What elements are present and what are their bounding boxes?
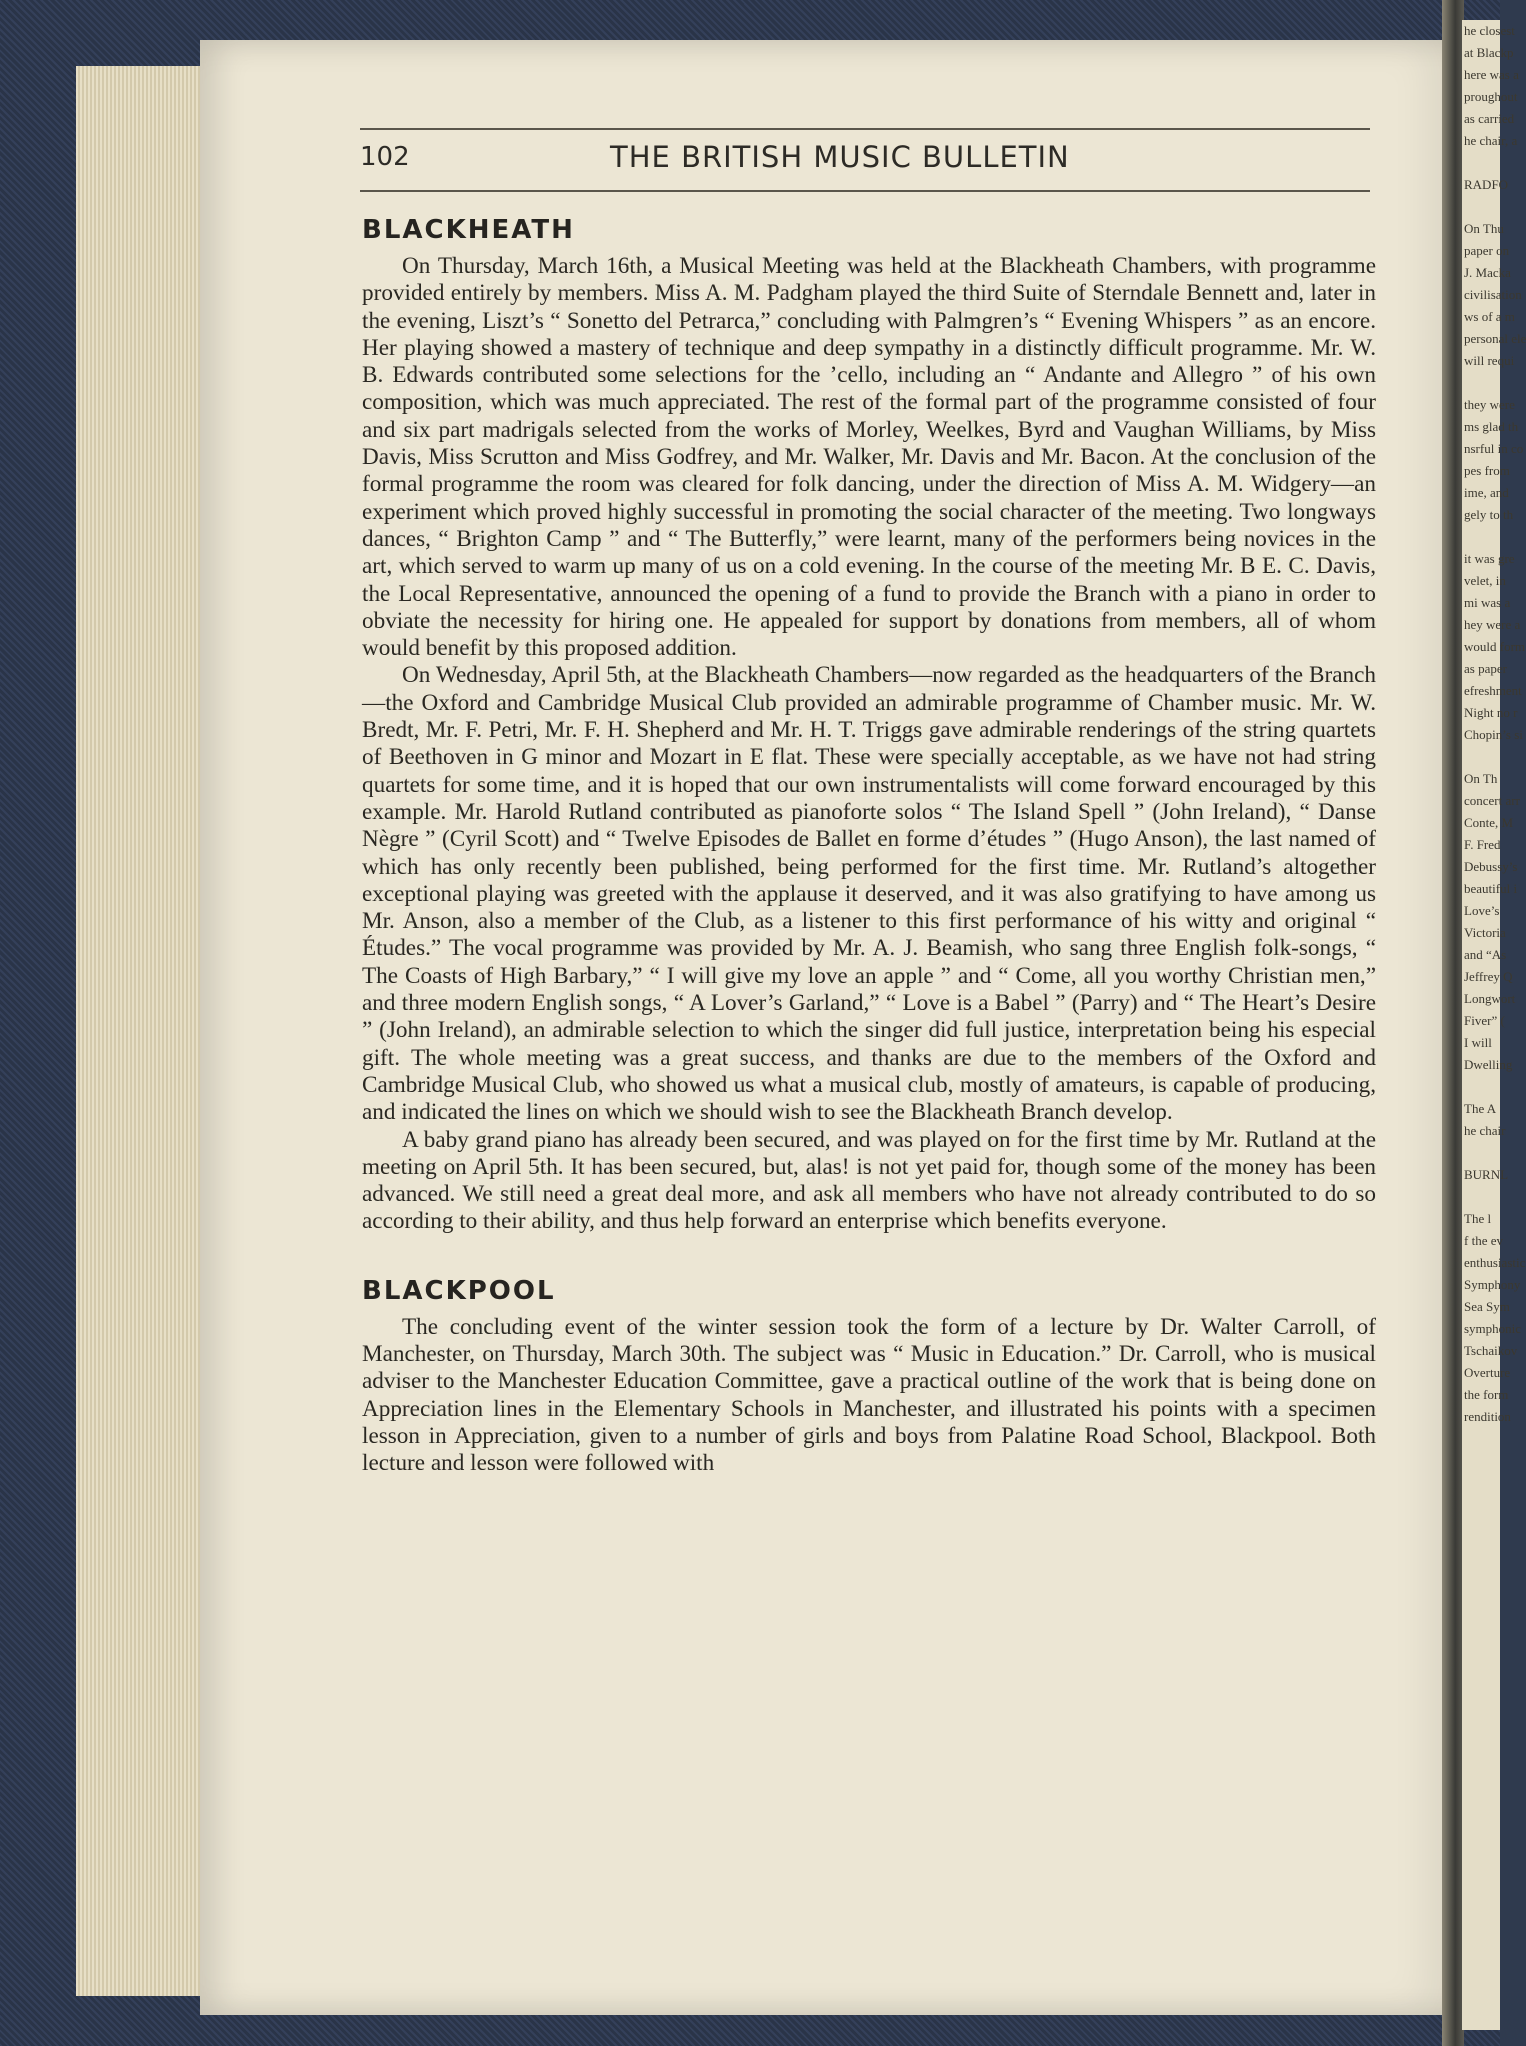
facing-page-fragment: civilisation xyxy=(1464,287,1522,302)
facing-page-fragment: as paper xyxy=(1464,661,1507,676)
facing-page-fragment: it was gre xyxy=(1464,551,1515,566)
facing-page-fragment: enthusiastic xyxy=(1464,1255,1526,1270)
facing-page-fragment: Conte, M xyxy=(1464,815,1514,830)
facing-page-fragment: will requi xyxy=(1464,353,1515,368)
facing-page-fragment: Jeffrey Q xyxy=(1464,969,1513,984)
article-body xyxy=(362,215,1376,1477)
facing-page-fragment: Overture xyxy=(1464,1365,1511,1380)
facing-page-fragment xyxy=(1462,746,1500,768)
running-header xyxy=(360,128,1370,192)
facing-page-fragment: I will xyxy=(1464,1035,1492,1050)
facing-page-fragment: efreshment xyxy=(1464,683,1522,698)
facing-page-fragment xyxy=(1462,526,1500,548)
facing-page-fragment: The l xyxy=(1464,1211,1492,1226)
facing-page-fragment: nsrful in co xyxy=(1464,441,1524,456)
facing-page-fragment xyxy=(1462,372,1500,394)
facing-page-fragment: as carried xyxy=(1464,111,1515,126)
section-gap xyxy=(362,1236,1376,1276)
page-edges xyxy=(76,66,216,1996)
facing-page-fragment: velet, in xyxy=(1464,573,1506,588)
paragraph: On Wednesday, April 5th, at the Blackheath Chambers—now regarded as the headquarters of the Branch—the Oxford and Cambridge Musical Club provided an admirable programme of Chamber music. Mr. W. Bredt, Mr. F. Petri, Mr. F. H. Shepherd and Mr. H. T. Triggs gave admirable renderings of the string quartets of Beethoven in G minor and Mozart in E flat. These were specially acceptable, as we have not had string quartets for some time, and it is hoped that our own instrumentalists will come forward encouraged by this example. Mr. Harold Rutland contributed as pianoforte solos “ The Island Spell ” (John Ireland), “ Danse Nègre ” (Cyril Scott) and “ Twelve Episodes de Ballet en forme d’études ” (Hugo Anson), the last named of which has only recently been published, being performed for the first time. Mr. Rutland’s altogether exceptional playing was greeted with the applause it deserved, and it was also gratifying to have among us Mr. Anson, also a member of the Club, as a listener to this first performance of his witty and original “ Études.” The vocal programme was provided by Mr. A. J. Beamish, who sang three English folk-songs, “ The Coasts of High Barbary,” “ I will give my love an apple ” and “ Come, all you worthy Christian men,” and three modern English songs, “ A Lover’s Garland,” “ Love is a Babel ” (Parry) and “ The Heart’s Desire ” (John Ireland), an admirable selection to which the singer did full justice, interpretation being his especial gift. The whole meeting was a great success, and thanks are due to the members of the Oxford and Cambridge Musical Club, who showed us what a musical club, mostly of amateurs, is capable of producing, and indicated the lines on which we should wish to see the Blackheath Branch develop. xyxy=(362,662,1376,1126)
facing-page-fragment: Love’s xyxy=(1464,903,1500,918)
facing-page-fragment: beautiful i xyxy=(1464,881,1518,896)
book-gutter xyxy=(1442,0,1464,2046)
facing-page-fragment: Debussy’s xyxy=(1464,859,1518,874)
facing-page-fragment: Tschaikov xyxy=(1464,1343,1518,1358)
facing-page-fragment xyxy=(1462,1186,1500,1208)
facing-page-fragment: Symphony xyxy=(1464,1277,1521,1292)
facing-page-fragment: rendition xyxy=(1464,1409,1511,1424)
facing-page-fragment: proughout xyxy=(1464,89,1518,104)
facing-page-fragment: On Thu xyxy=(1464,221,1504,236)
paragraph: On Thursday, March 16th, a Musical Meeting was held at the Blackheath Chambers, with programme provided entirely by members. Miss A. M. Padgham played the third Suite of Sterndale Bennett and, later in the evening, Liszt’s “ Sonetto del Petrarca,” concluding with Palmgren’s “ Evening Whispers ” as an encore. Her playing showed a mastery of technique and deep sympathy in a distinctly difficult programme. Mr. W. B. Edwards contributed some selections for the ’cello, including an “ Andante and Allegro ” of his own composition, which was much appreciated. The rest of the formal part of the programme consisted of four and six part madrigals selected from the works of Morley, Weelkes, Byrd and Vaughan Williams, by Miss Davis, Miss Scrutton and Miss Godfrey, and Mr. Walker, Mr. Davis and Mr. Bacon. At the conclusion of the formal programme the room was cleared for folk dancing, under the direction of Miss A. M. Widgery—an experiment which proved highly successful in promoting the social character of the meeting. Two longways dances, “ Brighton Camp ” and “ The Butterfly,” were learnt, many of the performers being novices in the art, which served to warm up many of us on a cold evening. In the course of the meeting Mr. B E. C. Davis, the Local Representative, announced the opening of a fund to provide the Branch with a piano in order to obviate the necessity for hiring one. He appealed for support by donations from members, all of whom would benefit by this proposed addition. xyxy=(362,253,1376,662)
facing-page-fragment: here was a xyxy=(1464,67,1519,82)
facing-page-fragment: Sea Sym xyxy=(1464,1299,1510,1314)
facing-page-fragment: hey were a xyxy=(1464,617,1521,632)
facing-page-fragment xyxy=(1462,152,1500,174)
facing-page-fragment: Victoria xyxy=(1464,925,1506,940)
facing-page-fragment: RADFO xyxy=(1464,177,1509,192)
facing-page-fragment: Dwelling xyxy=(1464,1057,1513,1072)
facing-page-fragment: paper on xyxy=(1464,243,1510,258)
facing-page-fragment: symphonic xyxy=(1464,1321,1522,1336)
facing-page-fragment: concert arr xyxy=(1464,793,1520,808)
facing-page-fragment: J. Macka xyxy=(1464,265,1511,280)
facing-page-fragment: he chair xyxy=(1464,1123,1506,1138)
facing-page-fragment: f the ev xyxy=(1464,1233,1503,1248)
page-number: 102 xyxy=(360,142,410,172)
publication-title: THE BRITISH MUSIC BULLETIN xyxy=(610,140,1070,174)
paragraph: A baby grand piano has already been secured, and was played on for the first time by Mr. Rutland at the meeting on April 5th. It has been secured, but, alas! is not yet paid for, though some of the money has been advanced. We still need a great deal more, and ask all members who have not already contributed to do so according to their ability, and thus help forward an enterprise which benefits everyone. xyxy=(362,1126,1376,1235)
facing-page-fragment: pes from xyxy=(1464,463,1510,478)
facing-page-fragment xyxy=(1462,196,1500,218)
facing-page-fragment: would form xyxy=(1464,639,1526,654)
facing-page-fragment: F. Fred xyxy=(1464,837,1501,852)
facing-page-fragment: Night no r xyxy=(1464,705,1518,720)
facing-page-fragment: Longwort xyxy=(1464,991,1516,1006)
facing-page xyxy=(1462,20,1526,2030)
facing-page-fragment: ws of a m xyxy=(1464,309,1515,324)
facing-page-fragment: the form xyxy=(1464,1387,1509,1402)
facing-page-fragment: BURNL xyxy=(1464,1167,1509,1182)
facing-page-fragment: and “As xyxy=(1464,947,1507,962)
facing-page-fragment: at Blackp xyxy=(1464,45,1514,60)
facing-page-fragment: gely to th xyxy=(1464,507,1514,522)
facing-page-fragment: Chopin’s si xyxy=(1464,727,1523,742)
paragraph: The concluding event of the winter session took the form of a lecture by Dr. Walter Carroll, of Manchester, on Thursday, March 30th. The subject was “ Music in Education.” Dr. Carroll, who is musical adviser to the Manchester Education Committee, gave a practical outline of the work that is being done on Appreciation lines in the Elementary Schools in Manchester, and illustrated his points with a specimen lesson in Appreciation, given to a number of girls and boys from Palatine Road School, Blackpool. Both lecture and lesson were followed with xyxy=(362,1313,1376,1477)
facing-page-fragment: ime, and xyxy=(1464,485,1509,500)
facing-page-fragment: On Th xyxy=(1464,771,1498,786)
facing-page-fragment: ms glad th xyxy=(1464,419,1519,434)
facing-page-fragment: The A xyxy=(1464,1101,1497,1116)
facing-page-fragment: he chair, a xyxy=(1464,133,1518,148)
facing-page-fragment xyxy=(1462,1142,1500,1164)
facing-page-fragment: mi was a xyxy=(1464,595,1511,610)
section-heading-blackpool: BLACKPOOL xyxy=(362,1275,556,1306)
facing-page-fragment: they were xyxy=(1464,397,1515,412)
facing-page-fragment: he closest xyxy=(1464,23,1515,38)
section-heading-blackheath: BLACKHEATH xyxy=(362,215,575,245)
facing-page-fragment xyxy=(1462,1076,1500,1098)
facing-page-fragment: personal ele xyxy=(1464,331,1526,346)
facing-page-fragment: Fiver” ( xyxy=(1464,1013,1505,1028)
